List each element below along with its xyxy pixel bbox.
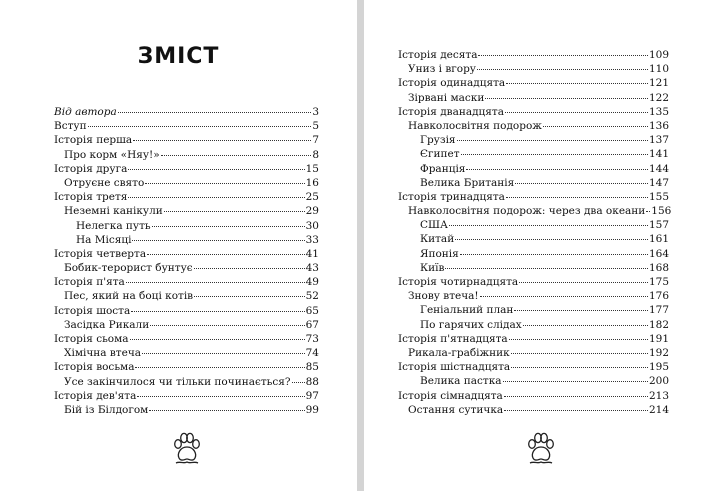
toc-entry-page: 155: [648, 190, 669, 203]
dot-leader: [142, 353, 305, 354]
toc-entry-page: 176: [648, 290, 669, 303]
book-gutter: [357, 0, 364, 491]
dot-leader: [164, 211, 305, 212]
dot-leader: [503, 381, 648, 382]
toc-entry-page: 73: [305, 333, 319, 345]
toc-entry: [54, 289, 319, 303]
toc-entry: [398, 91, 669, 105]
toc-entry-title: США: [420, 219, 448, 232]
toc-entry: [54, 403, 319, 417]
toc-entry: [398, 105, 669, 119]
toc-entry-title: Знову втеча!: [408, 290, 479, 303]
toc-entry-title: Засідка Рикали: [64, 318, 150, 331]
toc-entry: [54, 162, 319, 176]
toc-entry-title: Історія десята: [398, 49, 478, 61]
toc-entry-title: Історія одинадцята: [398, 77, 506, 90]
toc-entry-page: 33: [305, 233, 319, 246]
dot-leader: [133, 140, 311, 141]
toc-entry-title: Про корм «Няу!»: [64, 148, 160, 161]
toc-list-right: [398, 48, 672, 417]
toc-entry-page: 5: [312, 120, 319, 133]
left-page: [0, 0, 357, 491]
dot-leader: [147, 254, 305, 255]
toc-entry-page: 121: [648, 77, 669, 90]
toc-entry-page: 192: [648, 346, 669, 359]
dot-leader: [485, 98, 648, 99]
toc-entry: [398, 190, 669, 204]
toc-entry-page: 191: [648, 332, 669, 345]
toc-entry-title: Велика пастка: [420, 375, 502, 388]
toc-entry-page: 30: [305, 219, 319, 232]
toc-entry-title: Історія шоста: [54, 304, 131, 317]
toc-entry: [398, 303, 669, 317]
dot-leader: [511, 353, 648, 354]
toc-entry: [398, 119, 669, 133]
toc-entry: [398, 147, 669, 161]
dot-leader: [505, 112, 648, 113]
toc-entry: [398, 48, 669, 62]
toc-entry-title: Історія третя: [54, 191, 128, 204]
toc-entry-title: Історія дев'ята: [54, 389, 137, 402]
toc-entry-page: 109: [648, 49, 669, 61]
toc-entry: [54, 375, 319, 389]
toc-entry-title: По гарячих слідах: [420, 318, 522, 331]
toc-entry: [54, 219, 319, 233]
toc-entry-page: 85: [305, 361, 319, 374]
toc-entry-title: Навколосвітня подорож: [408, 119, 542, 132]
toc-entry-page: 214: [648, 403, 669, 416]
toc-entry: [398, 346, 669, 360]
toc-list-left: [54, 105, 319, 417]
toc-entry-page: 74: [305, 347, 319, 360]
toc-entry-title: Історія тринадцята: [398, 190, 505, 203]
toc-entry-page: 3: [312, 106, 319, 118]
dot-leader: [137, 396, 304, 397]
dot-leader: [480, 296, 648, 297]
dot-leader: [449, 225, 648, 226]
toc-title: ЗМІСТ: [137, 44, 220, 69]
toc-entry-page: 8: [312, 148, 319, 161]
toc-entry: [54, 176, 319, 190]
toc-entry-page: 164: [648, 247, 669, 260]
toc-entry: [54, 233, 319, 247]
toc-entry: [54, 275, 319, 289]
toc-entry: [398, 374, 669, 388]
toc-entry-title: На Місяці: [76, 233, 132, 246]
toc-entry-title: Історія шістнадцята: [398, 361, 511, 374]
toc-entry-page: 136: [648, 119, 669, 132]
dot-leader: [504, 396, 648, 397]
paw-icon: [172, 432, 202, 468]
toc-entry-title: Від автора: [54, 106, 117, 118]
toc-entry-title: Історія друга: [54, 162, 128, 175]
dot-leader: [543, 126, 648, 127]
toc-entry-page: 182: [648, 318, 669, 331]
dot-leader: [506, 197, 648, 198]
toc-entry: [54, 105, 319, 119]
toc-entry: [54, 133, 319, 147]
toc-entry: [54, 261, 319, 275]
dot-leader: [118, 112, 312, 113]
dot-leader: [149, 410, 304, 411]
toc-entry: [398, 176, 669, 190]
dot-leader: [152, 226, 305, 227]
toc-entry-title: Грузія: [420, 134, 456, 147]
toc-entry-title: Навколосвітня подорож: через два океани: [408, 205, 646, 218]
toc-entry: [54, 119, 319, 133]
toc-entry-title: Китай: [420, 233, 455, 246]
toc-entry-page: 147: [648, 176, 669, 189]
toc-entry: [54, 332, 319, 346]
toc-entry: [398, 204, 672, 218]
toc-entry-title: Геніальний план: [420, 304, 514, 317]
dot-leader: [478, 55, 648, 56]
dot-leader: [130, 339, 305, 340]
toc-entry: [398, 162, 669, 176]
dot-leader: [161, 155, 312, 156]
toc-entry: [54, 318, 319, 332]
toc-entry: [398, 62, 669, 76]
toc-entry-page: 122: [648, 91, 669, 104]
toc-entry-title: Бій із Білдогом: [64, 403, 149, 416]
toc-entry: [54, 304, 319, 318]
toc-entry-page: 177: [648, 304, 669, 317]
toc-entry-page: 16: [305, 176, 319, 189]
toc-entry-title: Велика Британія: [420, 176, 515, 189]
toc-entry: [398, 232, 669, 246]
toc-entry-page: 49: [305, 276, 319, 289]
toc-entry-title: Історія дванадцята: [398, 105, 505, 118]
dot-leader: [519, 282, 648, 283]
dot-leader: [445, 268, 648, 269]
toc-entry-page: 156: [651, 205, 672, 218]
toc-entry-title: Усе закінчилося чи тільки починається?: [64, 375, 291, 388]
toc-entry: [398, 247, 669, 261]
toc-entry-page: 7: [312, 134, 319, 147]
paw-icon: [526, 432, 556, 468]
toc-entry: [398, 133, 669, 147]
toc-entry: [54, 247, 319, 261]
toc-entry: [398, 318, 669, 332]
toc-entry-title: Історія чотирнадцята: [398, 276, 519, 288]
toc-entry: [398, 332, 669, 346]
dot-leader: [506, 83, 648, 84]
toc-entry-title: Історія восьма: [54, 361, 135, 374]
toc-entry-page: 110: [648, 63, 669, 76]
toc-entry-page: 99: [305, 403, 319, 416]
dot-leader: [511, 367, 648, 368]
dot-leader: [504, 410, 648, 411]
toc-entry-page: 168: [648, 261, 669, 274]
toc-entry-page: 97: [305, 389, 319, 402]
dot-leader: [455, 239, 648, 240]
dot-leader: [128, 169, 304, 170]
toc-entry-title: Історія п'ята: [54, 276, 125, 289]
dot-leader: [523, 325, 648, 326]
toc-entry-title: Остання сутичка: [408, 403, 504, 416]
dot-leader: [194, 296, 305, 297]
toc-entry-title: Нелегка путь: [76, 219, 151, 232]
dot-leader: [460, 254, 648, 255]
dot-leader: [457, 140, 648, 141]
toc-entry: [398, 76, 669, 90]
dot-leader: [466, 169, 648, 170]
dot-leader: [135, 367, 304, 368]
dot-leader: [515, 183, 648, 184]
toc-entry-title: Єгипет: [420, 148, 460, 161]
toc-entry-title: Хімічна втеча: [64, 347, 142, 360]
toc-entry-page: 67: [305, 318, 319, 331]
dot-leader: [126, 282, 305, 283]
dot-leader: [514, 310, 648, 311]
toc-entry-page: 213: [648, 389, 669, 402]
toc-entry: [54, 148, 319, 162]
toc-entry: [54, 389, 319, 403]
dot-leader: [477, 69, 648, 70]
toc-entry-page: 41: [305, 247, 319, 260]
toc-entry-title: Історія перша: [54, 134, 133, 147]
toc-entry-title: Зірвані маски: [408, 91, 485, 104]
toc-entry-page: 88: [305, 375, 319, 388]
dot-leader: [292, 382, 305, 383]
dot-leader: [145, 183, 304, 184]
toc-entry: [398, 403, 669, 417]
toc-entry-title: Історія сімнадцята: [398, 389, 503, 402]
toc-entry-title: Франція: [420, 162, 466, 175]
toc-entry-title: Неземні канікули: [64, 205, 163, 218]
dot-leader: [461, 154, 648, 155]
dot-leader: [132, 240, 304, 241]
toc-entry-title: Японія: [420, 247, 459, 260]
dot-leader: [509, 339, 648, 340]
toc-entry-page: 161: [648, 233, 669, 246]
dot-leader: [194, 268, 305, 269]
toc-entry-title: Бобик-терорист бунтує: [64, 262, 193, 275]
toc-entry-page: 200: [648, 375, 669, 388]
toc-entry-page: 52: [305, 290, 319, 303]
toc-entry: [398, 261, 669, 275]
toc-entry-title: Рикала-грабіжник: [408, 346, 510, 359]
dot-leader: [646, 211, 650, 212]
toc-entry-page: 157: [648, 219, 669, 232]
toc-entry-page: 65: [305, 304, 319, 317]
toc-entry-title: Історія четверта: [54, 247, 147, 260]
dot-leader: [88, 126, 312, 127]
toc-entry-title: Униз і вгору: [408, 63, 476, 76]
toc-entry: [398, 360, 669, 374]
toc-entry-title: Пес, який на боці котів: [64, 290, 194, 303]
toc-entry: [398, 218, 669, 232]
toc-entry-page: 141: [648, 148, 669, 161]
toc-entry-page: 195: [648, 361, 669, 374]
toc-entry: [54, 360, 319, 374]
right-page: [364, 0, 720, 491]
toc-entry: [54, 204, 319, 218]
toc-entry-title: Історія п'ятнадцята: [398, 332, 508, 345]
toc-entry-page: 25: [305, 191, 319, 204]
toc-entry: [398, 389, 669, 403]
toc-entry-page: 15: [305, 162, 319, 175]
toc-entry: [398, 275, 669, 289]
toc-entry-page: 135: [648, 105, 669, 118]
toc-entry-title: Отруєне свято: [64, 176, 145, 189]
toc-entry: [54, 346, 319, 360]
toc-entry-title: Вступ: [54, 120, 87, 133]
toc-entry-page: 43: [305, 262, 319, 275]
dot-leader: [128, 197, 304, 198]
toc-entry-page: 144: [648, 162, 669, 175]
dot-leader: [150, 325, 304, 326]
toc-entry: [54, 190, 319, 204]
toc-entry: [398, 289, 669, 303]
toc-entry-page: 137: [648, 134, 669, 147]
dot-leader: [131, 311, 304, 312]
toc-entry-title: Київ: [420, 261, 445, 274]
toc-entry-title: Історія сьома: [54, 333, 129, 345]
toc-entry-page: 175: [648, 276, 669, 288]
toc-entry-page: 29: [305, 205, 319, 218]
